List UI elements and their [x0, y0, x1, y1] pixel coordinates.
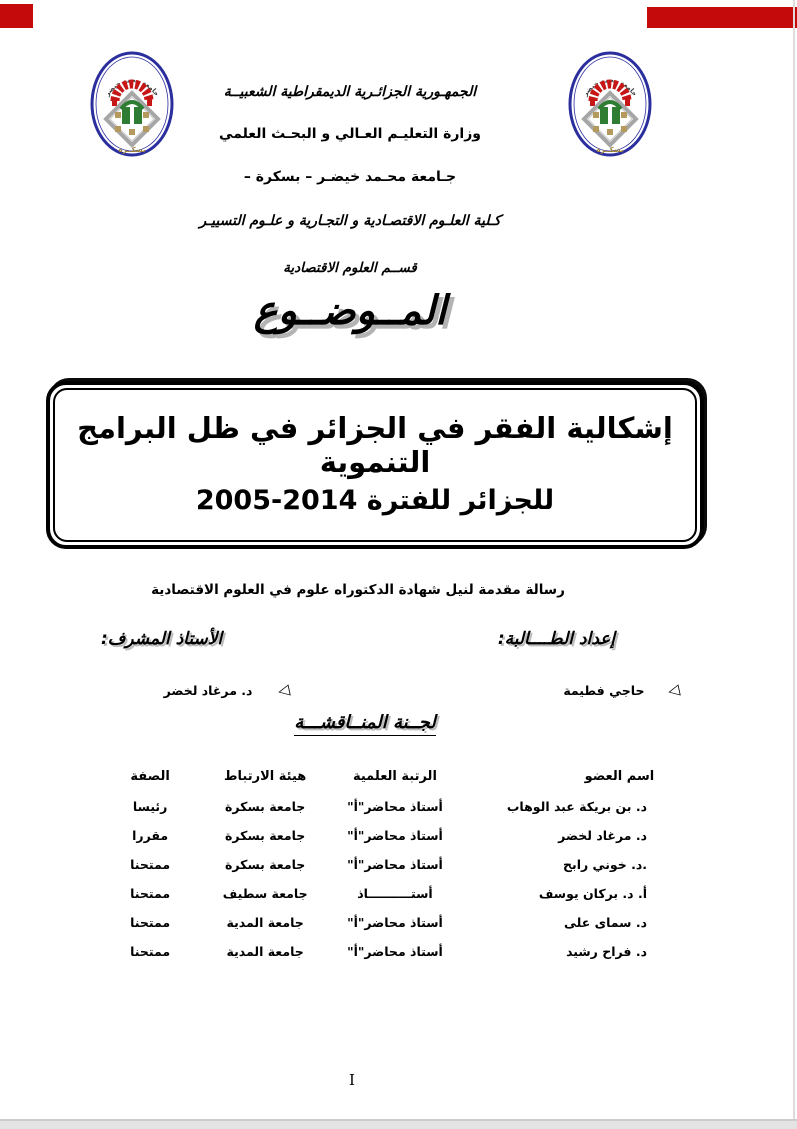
column-academic-rank: الرتبة العلمية [352, 768, 437, 784]
student-heading: إعداد الطــــالبة: [497, 629, 615, 649]
supervisor-name-line [164, 681, 290, 699]
committee-cell: د. مرغاد لخضر [558, 828, 647, 843]
committee-cell: ممتحنا [130, 857, 171, 872]
column-affiliation: هيئة الارتباط [224, 768, 307, 784]
committee-row [97, 908, 687, 937]
arrow-bullet-icon: ◁ [666, 679, 682, 701]
ministry-line: وزارة التعليـم العـالي و البحـث العلمي [219, 126, 481, 142]
committee-heading: لجــنة المنــاقشـــة [294, 712, 436, 736]
thesis-title-line2: للجزائر للفترة 2014-2005 [195, 485, 555, 516]
committee-table-body [97, 792, 687, 966]
student-name-line [563, 681, 680, 699]
committee-cell: ممتحنا [130, 886, 171, 901]
committee-cell: أستاذ محاضر"أ" [347, 857, 443, 872]
committee-cell: .د. خوني رابح [563, 857, 647, 872]
committee-cell: ممتحنا [130, 915, 171, 930]
arrow-bullet-icon: ◁ [276, 679, 292, 701]
page-right-edge-line [793, 0, 795, 1129]
committee-row [97, 879, 687, 908]
committee-row [97, 821, 687, 850]
student-name: حاجي فطيمة [563, 682, 645, 698]
committee-cell: جامعة بسكرة [225, 799, 306, 814]
column-member-name: اسم العضو [584, 768, 655, 784]
committee-cell: أستاذ محاضر"أ" [347, 828, 443, 843]
committee-row [97, 937, 687, 966]
faculty-line: كـلية العلـوم الاقتصـادية و التجـارية و علـوم التسييـر [199, 213, 501, 229]
republic-line: الجمهـورية الجزائـرية الديمقراطية الشعبيــة [223, 84, 477, 100]
page-number: I [349, 1071, 355, 1089]
committee-cell: أستاذ محاضر"أ" [347, 944, 443, 959]
committee-cell: أستــــــــــاذ [357, 886, 433, 901]
committee-cell: رئيسا [132, 799, 168, 814]
university-line: جـامعة محـمد خيضـر – بسكرة – [243, 169, 457, 185]
thesis-statement: رسالة مقدمة لنيل شهادة الدكتوراه علوم في العلوم الاقتصادية [151, 582, 565, 598]
committee-table [97, 760, 687, 966]
page-bottom-band [0, 1119, 797, 1129]
committee-row [97, 792, 687, 821]
committee-row [97, 850, 687, 879]
committee-heading-wrap [0, 712, 730, 736]
committee-cell: أ. د. بركان يوسف [538, 886, 647, 901]
committee-header-row [97, 760, 687, 792]
supervisor-name: د. مرغاد لخضر [163, 682, 253, 698]
red-scan-mark-left [0, 4, 33, 28]
red-scan-mark-right [647, 7, 797, 28]
committee-cell: جامعة بسكرة [225, 857, 306, 872]
committee-cell: جامعة سطيف [222, 886, 308, 901]
thesis-title-box [46, 381, 704, 549]
committee-cell: ممتحنا [130, 944, 171, 959]
department-line: قســم العلوم الاقتصادية [283, 260, 417, 276]
committee-cell: مقررا [132, 828, 169, 843]
committee-cell: د. بن بريكة عبد الوهاب [506, 799, 647, 814]
committee-cell: جامعة المدية [226, 944, 304, 959]
thesis-title-line1: إشكالية الفقر في الجزائر في ظل البرامج التنموية [77, 411, 673, 479]
committee-cell: أستاذ محاضر"أ" [347, 915, 443, 930]
committee-cell: د. فراح رشيد [566, 944, 647, 959]
committee-cell: د. سماى على [564, 915, 647, 930]
committee-cell: جامعة بسكرة [225, 828, 306, 843]
supervisor-heading: الأستاذ المشرف: [101, 629, 223, 649]
column-role: الصفة [130, 768, 170, 784]
committee-cell: أستاذ محاضر"أ" [347, 799, 443, 814]
subject-heading: المــوضــوع [253, 288, 447, 334]
committee-cell: جامعة المدية [226, 915, 304, 930]
